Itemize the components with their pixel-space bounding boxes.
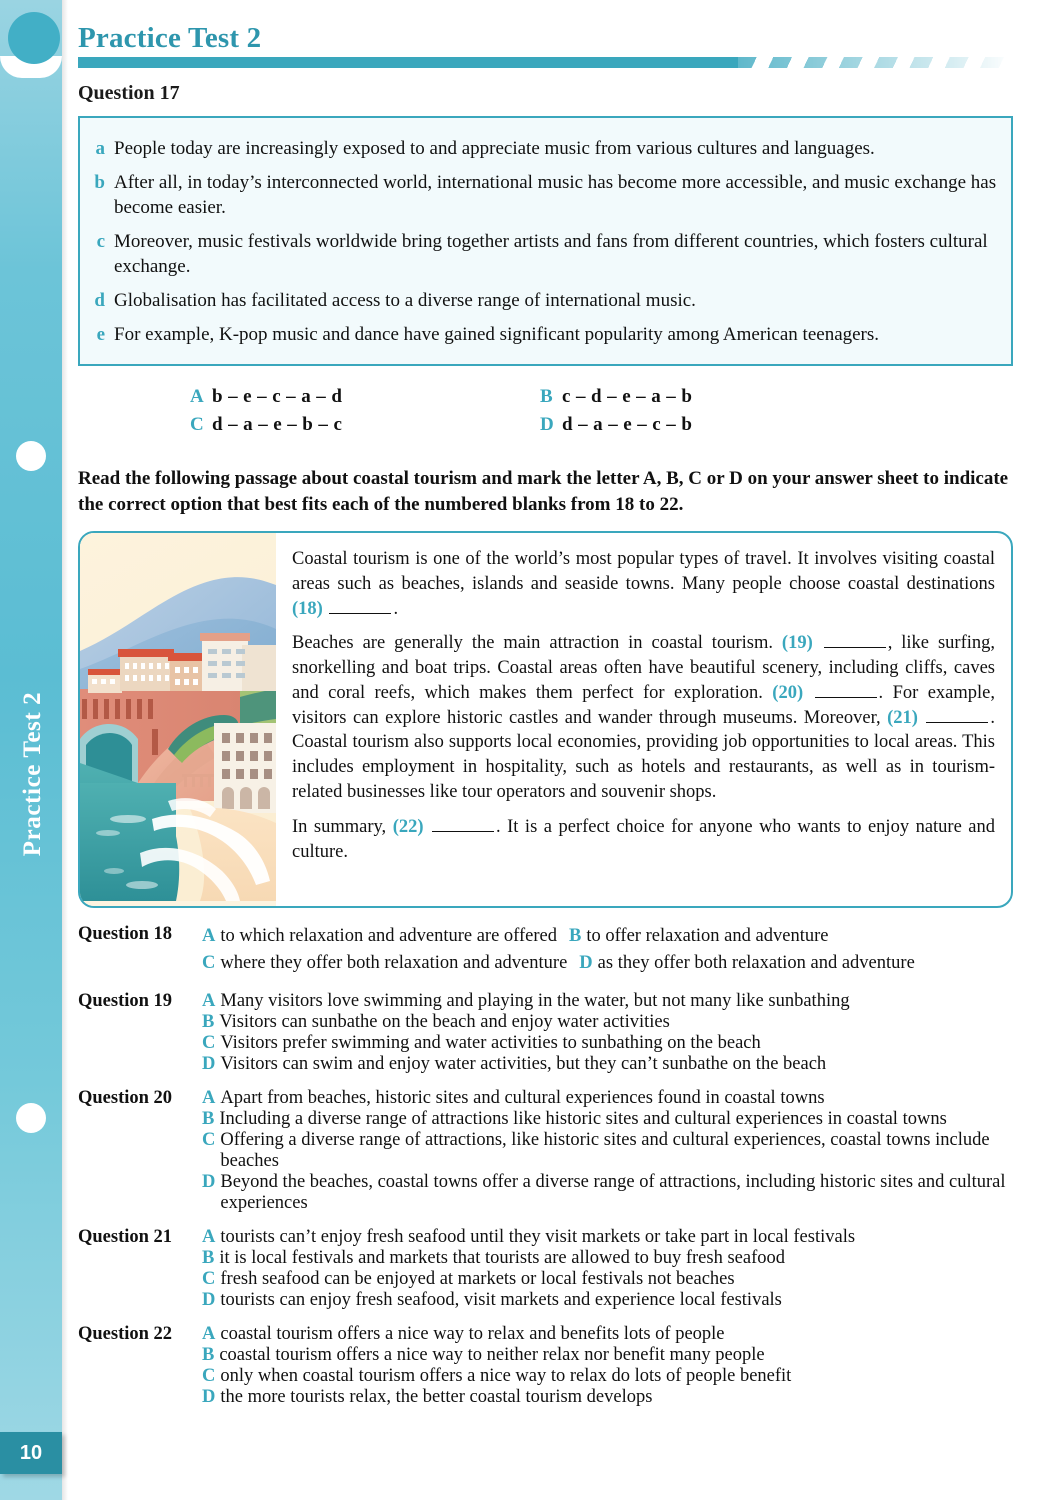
choice-22-d[interactable] <box>202 1387 1013 1408</box>
question-block-19 <box>78 991 1013 1075</box>
option-sequence: c – d – e – a – b <box>562 385 693 407</box>
statement-letter: d <box>94 290 105 312</box>
choice-22-a[interactable] <box>202 1324 1013 1345</box>
blank-marker-19: (19) <box>781 633 813 654</box>
choice-text: Offering a diverse range of attractions, like historic sites and cultural experiences, coastal towns include beaches <box>220 1130 990 1172</box>
page-number: 10 <box>0 1432 62 1474</box>
blank-marker-21: (21) <box>887 707 918 728</box>
choice-18-d[interactable] <box>579 951 915 975</box>
passage-p2-part4: . Coastal tourism also supports local economies, providing job opportunities to local areas. This includes employment in hospitality, such as hotels and restaurants, as well as in tourism-related businesses like tour operators and souvenir shops. <box>292 707 995 803</box>
statement-letter: c <box>96 231 105 253</box>
header-rule-solid <box>78 57 738 68</box>
question-18-choices <box>202 924 1013 978</box>
option-sequence: d – a – e – b – c <box>212 413 343 435</box>
question-block-20 <box>78 1088 1013 1214</box>
blank-line-18[interactable] <box>329 613 391 614</box>
choice-text: to which relaxation and adventure are offered <box>220 925 557 946</box>
choice-letter: A <box>202 1088 216 1109</box>
page-content <box>78 0 1013 1421</box>
option-row <box>190 386 890 408</box>
choice-letter: D <box>202 1054 216 1075</box>
choice-letter: B <box>202 1248 215 1269</box>
choice-text: Apart from beaches, historic sites and cultural experiences found in coastal towns <box>220 1088 825 1109</box>
choice-19-d[interactable] <box>202 1054 1013 1075</box>
option-choice-c[interactable] <box>190 414 540 436</box>
choice-text: coastal tourism offers a nice way to neither relax nor benefit many people <box>219 1345 765 1366</box>
choice-20-a[interactable] <box>202 1088 1013 1109</box>
sidebar-vertical-title: Practice Test 2 <box>19 691 46 857</box>
coastal-town-illustration <box>80 533 276 906</box>
blank-marker-18: (18) <box>292 598 323 619</box>
choice-line <box>202 951 1013 975</box>
choice-text: Including a diverse range of attractions like historic sites and cultural experiences in coastal towns <box>219 1109 947 1130</box>
passage-p2-part3: . For example, visitors can explore historic castles and wander through museums. Moreover, <box>292 682 995 728</box>
choice-letter: C <box>202 1269 216 1290</box>
choice-21-b[interactable] <box>202 1248 1013 1269</box>
option-letter: B <box>540 385 553 407</box>
coastal-illustration-svg <box>80 533 276 901</box>
choice-text: coastal tourism offers a nice way to relax and benefits lots of people <box>220 1324 725 1345</box>
choice-text: Visitors prefer swimming and water activities to sunbathing on the beach <box>220 1033 761 1054</box>
passage-p2-part2: , like surfing, snorkelling and boat trips. Coastal areas often have beautiful scenery, including cliffs, caves and coral reefs, which makes them perfect for exploration. <box>292 633 995 703</box>
choice-text: the more tourists relax, the better coastal tourism develops <box>220 1387 653 1408</box>
choice-20-b[interactable] <box>202 1109 1013 1130</box>
passage-paragraph-3 <box>292 815 995 865</box>
question-block-18 <box>78 924 1013 978</box>
choice-21-d[interactable] <box>202 1290 1013 1311</box>
choice-letter: A <box>202 991 216 1012</box>
choice-text: as they offer both relaxation and adventure <box>597 953 915 974</box>
header-rule-stripes <box>738 57 1013 68</box>
question-21-choices <box>202 1227 1013 1311</box>
choice-letter: C <box>202 1366 216 1387</box>
question-17-statements-box <box>78 116 1013 366</box>
statement-text: Globalisation has facilitated access to a diverse range of international music. <box>114 290 696 312</box>
page-title: Practice Test 2 <box>78 22 262 54</box>
question-label-22: Question 22 <box>78 1324 173 1345</box>
blank-line-19[interactable] <box>824 647 886 648</box>
passage-paragraph-2 <box>292 631 995 804</box>
blank-line-22[interactable] <box>432 831 494 832</box>
question-label-21: Question 21 <box>78 1227 173 1248</box>
choice-18-c[interactable] <box>202 951 567 975</box>
statement-text: For example, K-pop music and dance have gained significant popularity among American teenagers. <box>114 324 880 346</box>
choice-letter: A <box>202 1227 216 1248</box>
passage-paragraph-1 <box>292 547 995 621</box>
choice-20-d[interactable] <box>202 1172 1013 1214</box>
statement-text: After all, in today’s interconnected world, international music has become more accessible, and music exchange has become easier. <box>114 172 997 219</box>
option-choice-a[interactable] <box>190 386 540 408</box>
blank-line-20[interactable] <box>815 697 877 698</box>
choice-19-c[interactable] <box>202 1033 1013 1054</box>
option-letter: A <box>190 385 204 407</box>
choice-text: Visitors can swim and enjoy water activities, but they can’t sunbathe on the beach <box>220 1054 827 1075</box>
question-block-21 <box>78 1227 1013 1311</box>
choice-letter: A <box>202 925 216 946</box>
choice-18-a[interactable] <box>202 924 557 948</box>
choice-letter: C <box>202 1130 216 1151</box>
question-label-20: Question 20 <box>78 1088 173 1109</box>
choice-text: tourists can enjoy fresh seafood, visit markets and experience local festivals <box>220 1290 782 1311</box>
passage-p1-part1: Coastal tourism is one of the world’s most popular types of travel. It involves visiting coastal areas such as beaches, islands and seaside towns. Many people choose coastal destinations <box>292 548 995 594</box>
question-19-choices <box>202 991 1013 1075</box>
statement-text: People today are increasingly exposed to and appreciate music from various cultures and languages. <box>114 138 875 159</box>
statement-item <box>88 170 997 220</box>
choice-18-b[interactable] <box>569 924 828 948</box>
choice-letter: D <box>579 953 593 974</box>
choice-line <box>202 924 1013 948</box>
question-17-heading: Question 17 <box>78 82 180 104</box>
choice-text: only when coastal tourism offers a nice way to relax do lots of people benefit <box>220 1366 792 1387</box>
choice-letter: D <box>202 1172 216 1193</box>
choice-letter: D <box>202 1290 216 1311</box>
passage-p1-part2: . <box>393 598 399 619</box>
question-block-22 <box>78 1324 1013 1408</box>
choice-letter: C <box>202 953 216 974</box>
sidebar-dot-icon <box>16 1103 46 1133</box>
choice-22-c[interactable] <box>202 1366 1013 1387</box>
passage-p2-part1: Beaches are generally the main attraction in coastal tourism. <box>292 633 782 654</box>
choice-19-a[interactable] <box>202 991 1013 1012</box>
passage-box <box>78 531 1013 908</box>
question-17-options <box>190 386 890 436</box>
choice-letter: C <box>202 1033 216 1054</box>
question-label-18: Question 18 <box>78 923 173 944</box>
option-choice-b[interactable] <box>540 386 890 408</box>
choice-text: tourists can’t enjoy fresh seafood until they visit markets or take part in local festivals <box>220 1227 856 1248</box>
choice-letter: B <box>202 1345 215 1366</box>
reading-instruction: Read the following passage about coastal tourism and mark the letter A, B, C or D on your answer sheet to indicate the correct option that best fits each of the numbered blanks from 18 to 22. <box>78 467 1009 515</box>
statement-letter: a <box>95 138 105 159</box>
sidebar-top-circle-icon <box>8 12 60 64</box>
question-20-choices <box>202 1088 1013 1214</box>
choice-20-c[interactable] <box>202 1130 1013 1172</box>
passage-p3-part1: In summary, <box>292 816 393 837</box>
choice-text: where they offer both relaxation and adventure <box>220 953 568 974</box>
blank-line-21[interactable] <box>926 722 988 723</box>
statement-text: Moreover, music festivals worldwide bring together artists and fans from different countries, which fosters cultural exchange. <box>114 231 988 278</box>
statement-item <box>88 322 997 347</box>
option-letter: C <box>190 413 204 435</box>
option-sequence: d – a – e – c – b <box>562 413 693 435</box>
option-letter: D <box>540 413 554 435</box>
blank-marker-22: (22) <box>392 816 424 837</box>
choice-21-a[interactable] <box>202 1227 1013 1248</box>
statement-letter: b <box>94 172 105 194</box>
choice-letter: B <box>569 925 582 946</box>
choice-letter: D <box>202 1387 216 1408</box>
option-row <box>190 414 890 436</box>
statement-item <box>88 136 997 161</box>
option-choice-d[interactable] <box>540 414 890 436</box>
choice-text: to offer relaxation and adventure <box>586 925 829 946</box>
choice-letter: A <box>202 1324 216 1345</box>
choice-text: Visitors can sunbathe on the beach and enjoy water activities <box>219 1012 670 1033</box>
choice-22-b[interactable] <box>202 1345 1013 1366</box>
sidebar-shadow-edge <box>62 0 68 1500</box>
statement-item <box>88 229 997 279</box>
sidebar-dot-icon <box>16 441 46 471</box>
passage-text <box>276 533 1011 906</box>
header-rule <box>78 57 1013 68</box>
choice-text: it is local festivals and markets that tourists are allowed to buy fresh seafood <box>219 1248 785 1269</box>
statement-letter: e <box>96 324 105 346</box>
question-label-19: Question 19 <box>78 991 173 1012</box>
choice-letter: B <box>202 1012 215 1033</box>
statement-item <box>88 288 997 313</box>
choice-21-c[interactable] <box>202 1269 1013 1290</box>
choice-19-b[interactable] <box>202 1012 1013 1033</box>
choice-text: Many visitors love swimming and playing in the water, but not many like sunbathing <box>220 991 850 1012</box>
question-22-choices <box>202 1324 1013 1408</box>
passage-p3-part2: . It is a perfect choice for anyone who wants to enjoy nature and culture. <box>292 816 995 862</box>
option-sequence: b – e – c – a – d <box>212 385 343 407</box>
blank-marker-20: (20) <box>772 682 804 703</box>
choice-text: fresh seafood can be enjoyed at markets or local festivals not beaches <box>220 1269 735 1290</box>
choice-text: Beyond the beaches, coastal towns offer a diverse range of attractions, including historic sites and cultural experiences <box>220 1172 1006 1214</box>
choice-letter: B <box>202 1109 215 1130</box>
